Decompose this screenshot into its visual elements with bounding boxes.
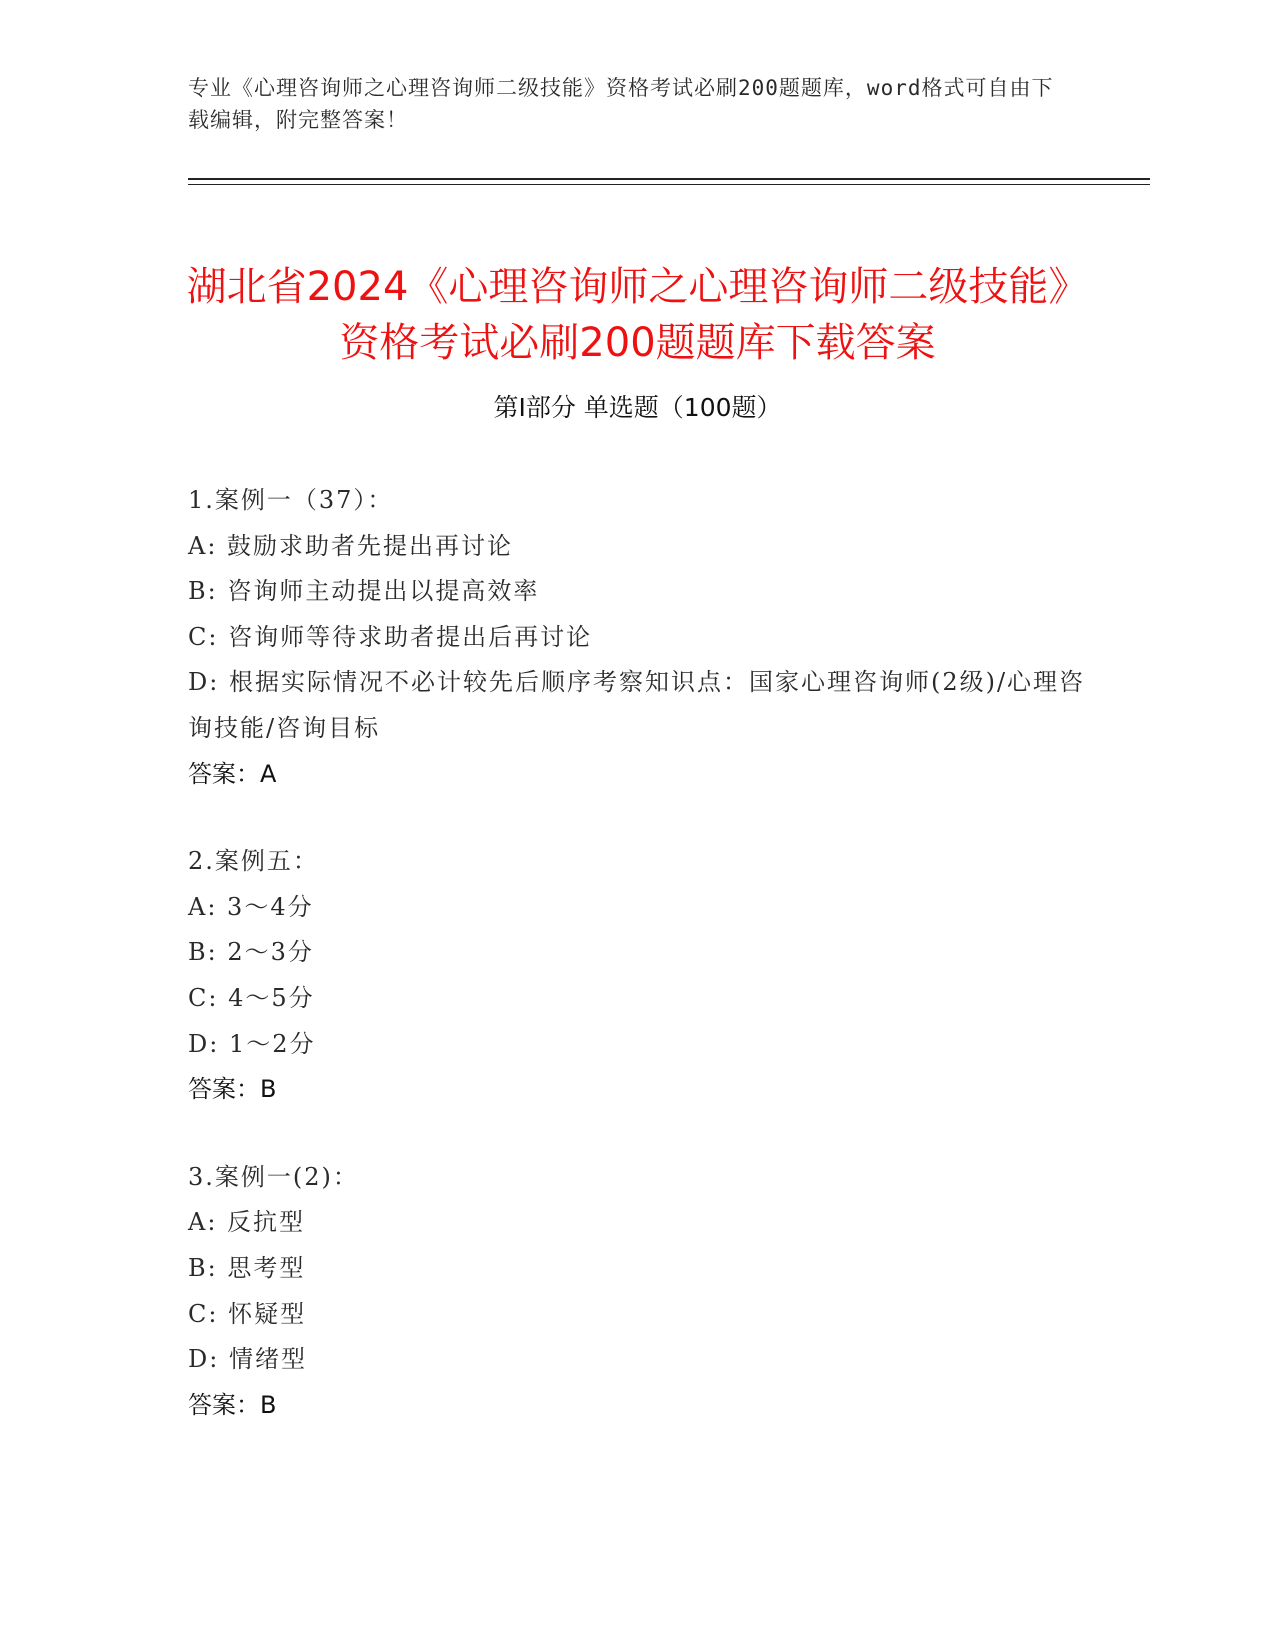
answer: 答案：B <box>188 1075 277 1104</box>
question-3 <box>188 1155 1088 1429</box>
section-title: 第Ⅰ部分 单选题（100题） <box>493 393 782 422</box>
question-list <box>188 478 1088 1470</box>
question-stem: 3.案例一(2)： <box>188 1162 359 1191</box>
option-b: B: 2～3分 <box>188 938 314 967</box>
option-a: A: 反抗型 <box>188 1208 306 1237</box>
answer: 答案：A <box>188 759 277 788</box>
question-1 <box>188 478 1088 797</box>
document-title: 湖北省2024《心理咨询师之心理咨询师二级技能》资格考试必刷200题题库下载答案 <box>186 263 1089 366</box>
option-c: C: 怀疑型 <box>188 1299 307 1328</box>
option-a: A: 3～4分 <box>188 892 314 921</box>
question-stem: 1.案例一（37）： <box>188 486 394 514</box>
option-d: D: 1～2分 <box>188 1029 316 1058</box>
option-d: D: 情绪型 <box>188 1345 307 1374</box>
option-b: B: 思考型 <box>188 1253 306 1282</box>
option-c: C: 咨询师等待求助者提出后再讨论 <box>188 622 593 651</box>
header-note: 专业《心理咨询师之心理咨询师二级技能》资格考试必刷200题题库，word格式可自由下载编辑，附完整答案！ <box>188 76 1054 132</box>
answer: 答案：B <box>188 1390 277 1419</box>
option-a: A: 鼓励求助者先提出再讨论 <box>188 531 514 560</box>
question-2 <box>188 839 1088 1113</box>
question-stem: 2.案例五： <box>188 847 319 876</box>
option-c: C: 4～5分 <box>188 983 315 1012</box>
option-d: D: 根据实际情况不必计较先后顺序考察知识点：国家心理咨询师(2级)/心理咨询技能/咨询目标 <box>188 668 1086 742</box>
header-divider-thin <box>188 184 1150 185</box>
option-b: B: 咨询师主动提出以提高效率 <box>188 577 540 606</box>
header-divider-thick <box>188 178 1150 180</box>
